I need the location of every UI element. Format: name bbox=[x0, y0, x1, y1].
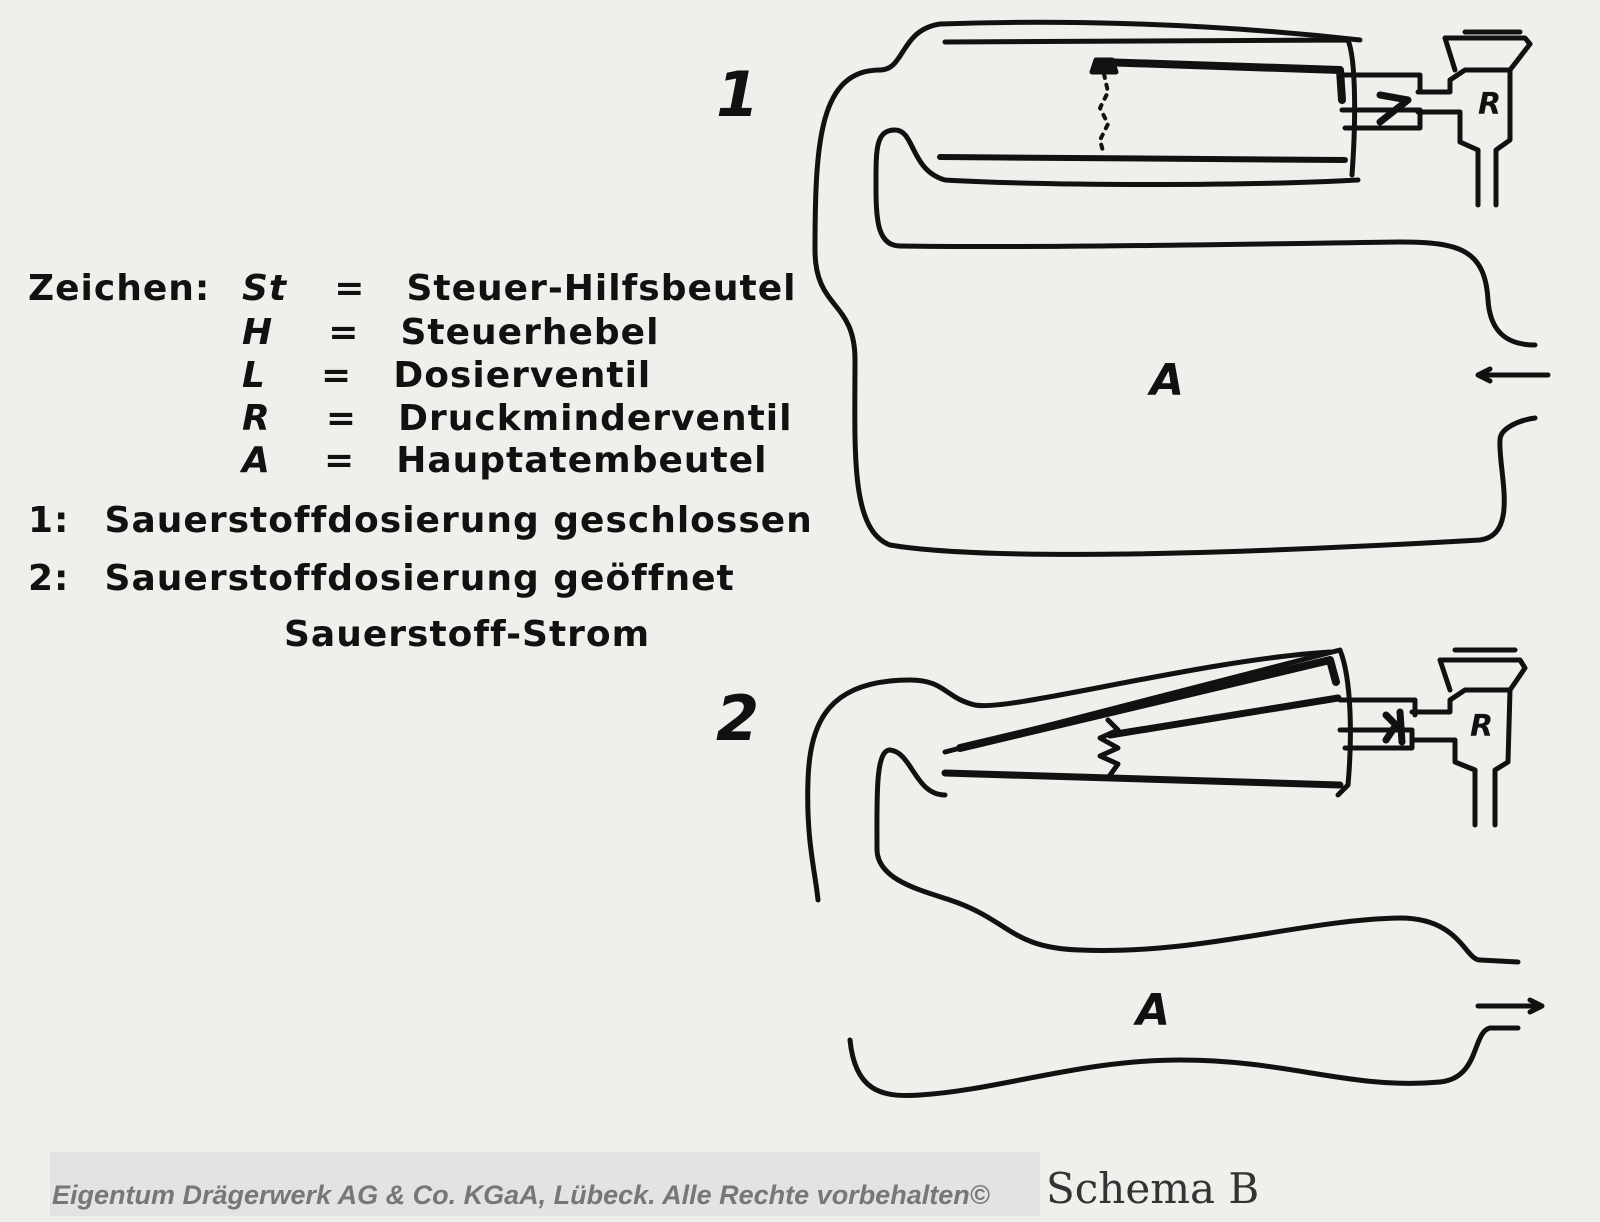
legend-eq: = bbox=[323, 440, 356, 481]
diagram-1-label-a: A bbox=[1150, 355, 1185, 406]
state-text: Sauerstoffdosierung geschlossen bbox=[104, 500, 813, 541]
legend-text: Steuerhebel bbox=[400, 312, 660, 353]
pressure-reducer-2 bbox=[1412, 650, 1525, 825]
legend-eq: = bbox=[334, 268, 366, 309]
diagram-2-label-a: A bbox=[1136, 985, 1171, 1036]
legend-text: Steuer-Hilfsbeutel bbox=[406, 268, 797, 309]
state-number: 1: bbox=[28, 500, 70, 541]
spring-1 bbox=[1100, 74, 1108, 155]
lever-pivot-1 bbox=[1092, 60, 1116, 72]
legend-symbol: H bbox=[242, 312, 274, 353]
main-bag-bottom-2 bbox=[850, 1028, 1518, 1096]
control-lever-1 bbox=[1100, 62, 1342, 100]
legend-symbol: L bbox=[242, 355, 266, 396]
diagram-1-number: 1 bbox=[716, 58, 760, 131]
legend-text: Hauptatembeutel bbox=[396, 440, 768, 481]
diagram-2-number: 2 bbox=[716, 682, 760, 755]
legend-symbol: A bbox=[242, 440, 271, 481]
diagram-1 bbox=[815, 22, 1548, 554]
diagram-2 bbox=[808, 650, 1542, 1096]
dosing-valve-needle-2 bbox=[1386, 712, 1402, 742]
legend-heading: Zeichen: bbox=[28, 268, 211, 309]
state-text: Sauerstoffdosierung geöffnet bbox=[104, 558, 735, 599]
copyright-notice: Eigentum Drägerwerk AG & Co. KGaA, Lübeck. Alle Rechte vorbehalten© bbox=[52, 1180, 990, 1210]
diagram-2-label-r: R bbox=[1470, 709, 1494, 744]
lever-bottom-2 bbox=[945, 773, 1340, 785]
legend-eq: = bbox=[325, 398, 357, 439]
legend-symbol: R bbox=[242, 398, 271, 439]
flow-arrow-1 bbox=[1478, 369, 1548, 381]
spring-2 bbox=[1100, 720, 1118, 778]
flow-arrow-2 bbox=[1478, 1000, 1542, 1012]
legend-eq: = bbox=[328, 312, 360, 353]
main-bag-inner-1 bbox=[876, 130, 1535, 345]
pressure-reducer-1 bbox=[1418, 32, 1530, 205]
diagram-1-label-r: R bbox=[1478, 87, 1502, 122]
legend-symbol: St bbox=[242, 268, 288, 309]
state-number: 2: bbox=[28, 558, 70, 599]
legend-flow-label: Sauerstoff-Strom bbox=[284, 614, 651, 655]
legend-text: Druckminderventil bbox=[398, 398, 793, 439]
lever-bottom-1 bbox=[940, 157, 1345, 160]
legend-eq: = bbox=[321, 355, 353, 396]
legend-text: Dosierventil bbox=[393, 355, 652, 396]
schema-title: Schema B bbox=[1046, 1164, 1260, 1213]
main-bag-outline-1 bbox=[815, 22, 1535, 554]
